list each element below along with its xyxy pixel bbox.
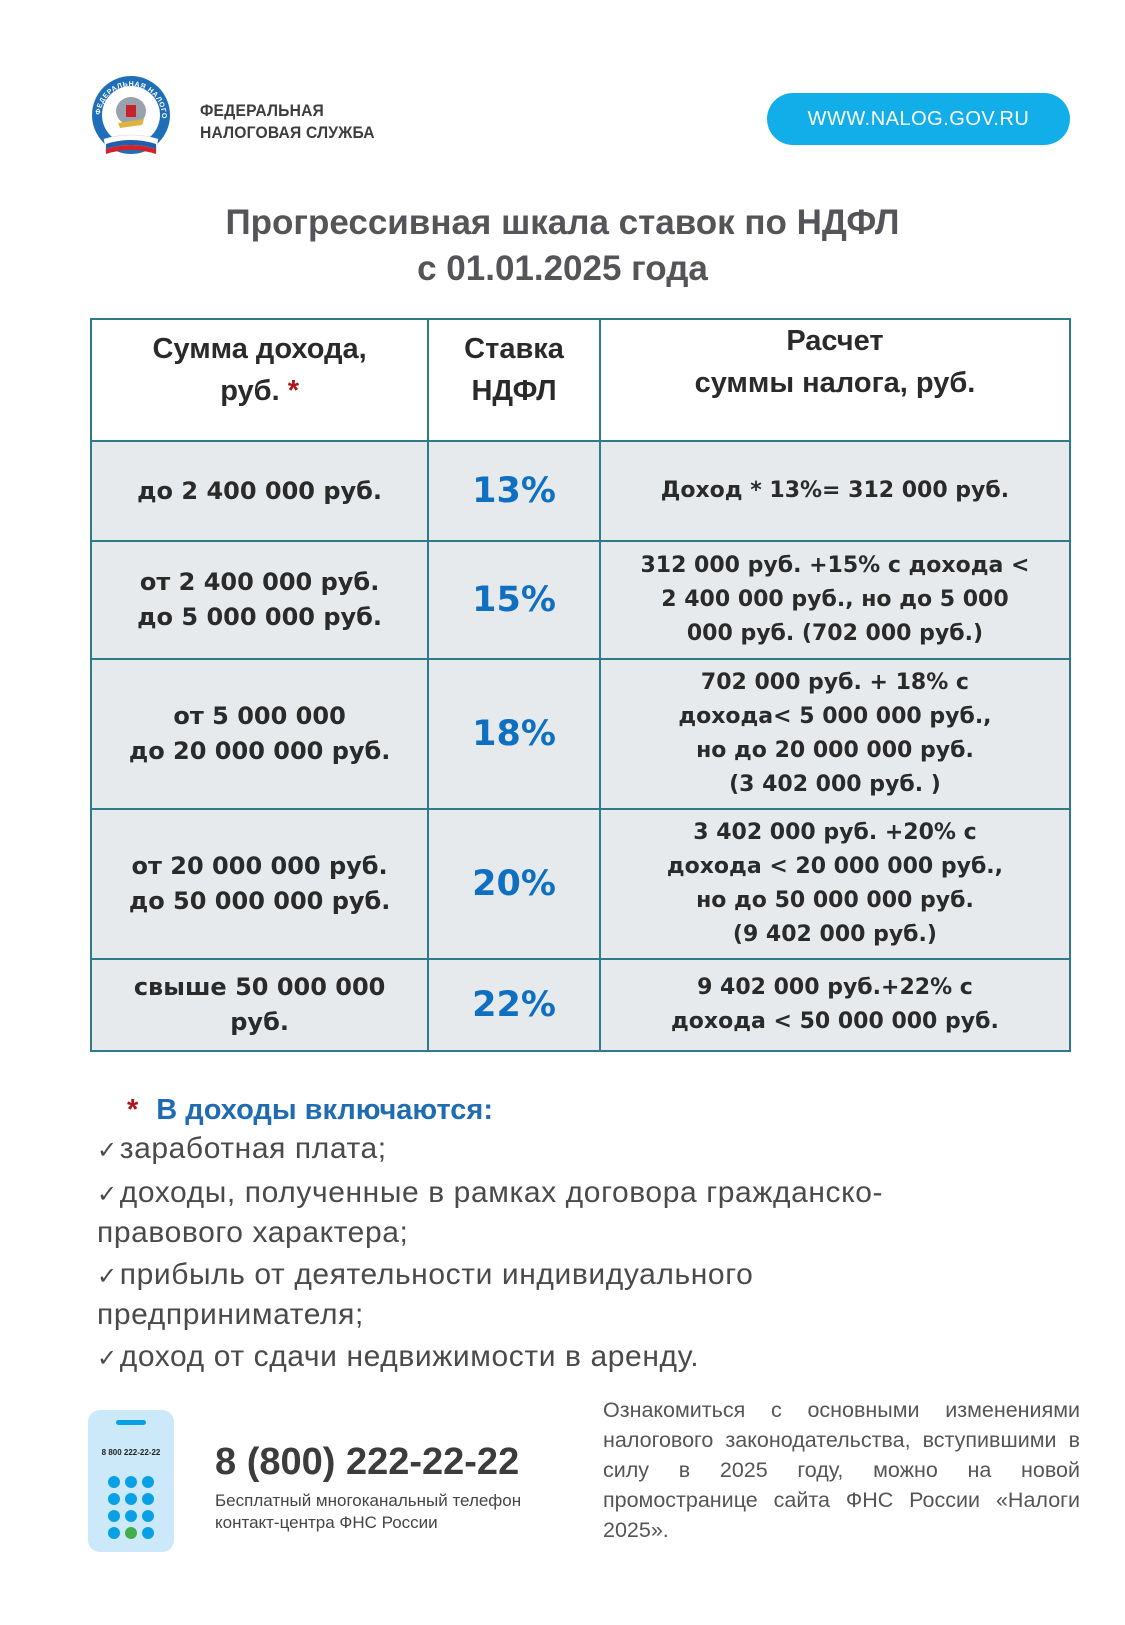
income-range-cell [91,541,428,659]
calculation-cell-line: 2 400 000 руб., но до 5 000 [661,587,1009,612]
table-row [91,959,1070,1051]
income-item [97,1256,857,1334]
keypad-dot [108,1476,120,1488]
calculation-cell-line: но до 50 000 000 руб. [696,888,974,913]
hotline-number[interactable]: 8 (800) 222-22-22 [215,1441,520,1483]
header-calc-line1: Расчет [786,325,884,357]
hotline-desc-line2: контакт-центра ФНС России [215,1513,438,1532]
phone-speaker-icon [116,1420,146,1425]
income-item [97,1174,997,1252]
header-calc [600,319,1070,441]
income-range-cell [91,959,428,1051]
calculation-cell-line: 000 руб. (702 000 руб.) [686,621,984,646]
asterisk-footnote-marker: * [287,375,299,407]
header-rate [428,319,600,441]
income-types [97,1090,1097,1382]
calculation-cell-line: 702 000 руб. + 18% с [700,670,969,695]
rate-cell: 22% [428,959,600,1051]
income-item-text: прибыль от деятельности индивидуального предпринимателя; [97,1258,754,1331]
income-range-cell [91,659,428,809]
rate-cell: 18% [428,659,600,809]
income-item [97,1338,1097,1378]
header-income-line2 [98,370,421,412]
income-types-heading [127,1090,1097,1130]
check-icon: ✓ [97,1181,118,1208]
calculation-cell [600,541,1070,659]
table-row [91,441,1070,541]
header-income-line1: Сумма дохода, [152,333,367,365]
keypad-dot [125,1476,137,1488]
table-row [91,541,1070,659]
income-types-title: В доходы включаются: [156,1094,493,1126]
income-item-text: доходы, полученные в рамках договора гражданско-правового характера; [97,1176,884,1249]
header-income [91,319,428,441]
org-name-line1: ФЕДЕРАЛЬНАЯ [200,101,324,120]
phone-icon-number: 8 800 222-22-22 [101,1448,161,1457]
org-name-line2: НАЛОГОВАЯ СЛУЖБА [200,123,375,142]
table-row [91,659,1070,809]
table-header-row [91,319,1070,441]
calculation-cell [600,659,1070,809]
income-range-cell-line: до 2 400 000 руб. [137,476,383,505]
income-range-cell-line: от 5 000 000 [173,702,346,730]
keypad-dot-call [125,1527,137,1539]
calculation-cell-line: 312 000 руб. +15% с дохода < [640,553,1030,578]
keypad-dot [108,1527,120,1539]
calculation-cell-line: 9 402 000 руб.+22% с [697,975,973,1000]
keypad-dot [142,1493,154,1505]
website-button[interactable]: WWW.NALOG.GOV.RU [767,93,1070,145]
income-range-cell [91,809,428,959]
hotline-desc-line1: Бесплатный многоканальный телефон [215,1491,522,1510]
calculation-cell-line: 3 402 000 руб. +20% с [693,820,977,845]
income-item-text: доход от сдачи недвижимости в аренду. [119,1340,700,1373]
header-rate-line1: Ставка [464,333,564,365]
calculation-cell [600,959,1070,1051]
income-range-cell-line: до 50 000 000 руб. [128,887,391,915]
keypad-dot [108,1510,120,1522]
phone-icon [88,1410,174,1552]
calculation-cell-line: Доход * 13%= 312 000 руб. [660,478,1010,503]
income-range-cell-line: руб. [230,1008,289,1036]
org-name [200,100,375,144]
keypad-dot [125,1510,137,1522]
check-icon: ✓ [97,1345,118,1372]
income-item [97,1130,1097,1170]
hotline [215,1440,521,1534]
title-line1: Прогрессивная шкала ставок по НДФЛ [225,203,900,242]
calculation-cell-line: дохода < 20 000 000 руб., [666,854,1004,879]
keypad-dot [125,1493,137,1505]
income-range-cell-line: до 20 000 000 руб. [128,737,391,765]
calculation-cell [600,809,1070,959]
keypad-dot [142,1476,154,1488]
calculation-cell-line: (9 402 000 руб.) [732,922,937,947]
promo-text: Ознакомиться с основными изменениями налогового законодательства, вступившими в силу в 2025 году, можно на новой промостранице сайта ФНС России «Налоги 2025». [603,1398,1080,1542]
income-item-text: заработная плата; [119,1132,387,1165]
check-icon: ✓ [97,1263,118,1290]
rate-cell: 20% [428,809,600,959]
header-income-unit: руб. [220,375,280,407]
header-rate-line2: НДФЛ [471,375,557,407]
keypad-dot [108,1493,120,1505]
check-icon: ✓ [97,1137,118,1164]
income-range-cell-line: от 2 400 000 руб. [139,568,380,596]
calculation-cell-line: но до 20 000 000 руб. [696,738,974,763]
income-range-cell-line: свыше 50 000 000 [133,973,386,1001]
tax-rates-table [90,318,1071,1052]
logo-ring-text: ФЕДЕРАЛЬНАЯ НАЛОГО [94,80,168,120]
title-line2: с 01.01.2025 года [417,249,708,288]
income-range-cell-line: от 20 000 000 руб. [131,852,388,880]
income-range-cell [91,441,428,541]
income-range-cell-line: до 5 000 000 руб. [137,603,383,631]
asterisk-icon: * [127,1094,139,1126]
calculation-cell-line: дохода< 5 000 000 руб., [678,704,992,729]
keypad-dot [142,1527,154,1539]
fns-logo [90,73,172,161]
calculation-cell-line: (3 402 000 руб. ) [729,772,941,797]
calculation-cell [600,441,1070,541]
page-title [0,200,1125,292]
keypad-dot [142,1510,154,1522]
rate-cell: 13% [428,441,600,541]
keypad-icon [108,1476,156,1539]
hotline-description [215,1490,521,1534]
header-calc-line2: суммы налога, руб. [694,367,976,399]
calculation-cell-line: дохода < 50 000 000 руб. [671,1009,999,1034]
rate-cell: 15% [428,541,600,659]
table-row [91,809,1070,959]
